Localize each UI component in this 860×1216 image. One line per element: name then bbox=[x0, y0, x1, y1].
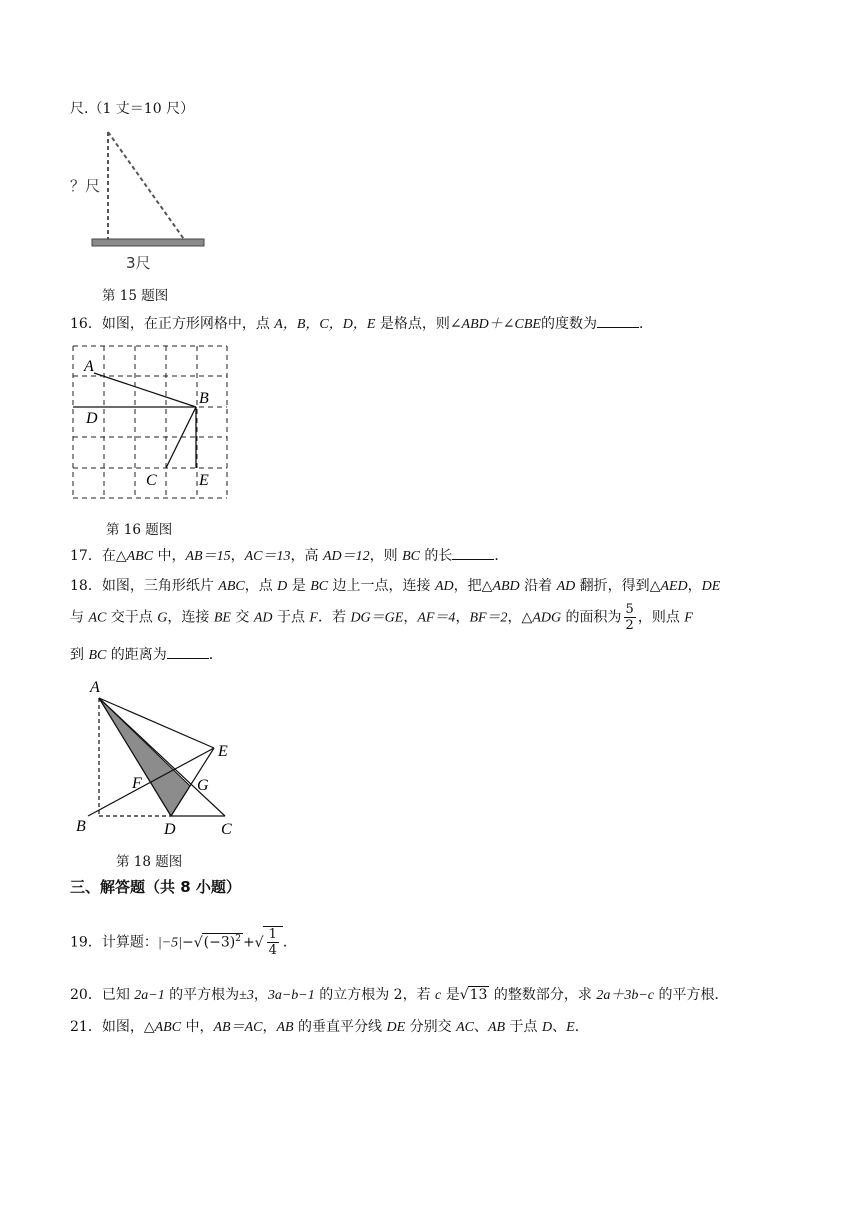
q18-de: DE bbox=[701, 579, 721, 594]
q18-t3: 是 bbox=[287, 578, 311, 594]
q17-answer-blank bbox=[452, 547, 494, 560]
q16-end-mark: ． bbox=[638, 316, 653, 332]
q18-t6: 沿着 bbox=[519, 578, 557, 594]
fig18-label-a: A bbox=[90, 679, 100, 696]
q18-answer-blank bbox=[167, 646, 209, 659]
q17-text: 17．在 bbox=[70, 548, 116, 564]
q19-text: 19．计算题： bbox=[70, 934, 158, 951]
q20-t2: 的平方根为 bbox=[164, 987, 240, 1003]
fig18-label-g: G bbox=[197, 777, 209, 794]
q18-ad: AD bbox=[435, 579, 454, 594]
q18-abc: ABC bbox=[218, 579, 245, 594]
q18-frac-num: 5 bbox=[625, 602, 634, 617]
q18-point-f: F bbox=[684, 610, 693, 626]
fig18-label-e: E bbox=[218, 743, 228, 760]
q18-t7: 翻折，得到 bbox=[575, 578, 650, 594]
q18-t13: 于点 bbox=[272, 609, 310, 626]
q16-expression: ∠ABD＋∠CBE bbox=[449, 317, 541, 332]
figure-16-caption: 第 16 题图 bbox=[106, 522, 173, 538]
fig16-label-e: E bbox=[199, 472, 209, 489]
q20-pm3: ±3 bbox=[239, 988, 254, 1003]
q19-frac-den: 4 bbox=[268, 943, 277, 958]
q21-ab2: AB bbox=[487, 1020, 506, 1035]
q17-end-mark: ． bbox=[494, 548, 509, 564]
q18-dg-ge: DG＝GE bbox=[350, 610, 404, 626]
q21-triangle: △ABC bbox=[143, 1020, 182, 1035]
question-15-tail: 尺.（1 丈＝10 尺） bbox=[70, 101, 195, 117]
q17-ac: AC＝13 bbox=[244, 549, 291, 564]
q21-d: D bbox=[542, 1020, 553, 1035]
q18-t1: 18．如图，三角形纸片 bbox=[70, 578, 219, 594]
q18-bc2: BC bbox=[88, 648, 107, 663]
q20-t4: 的立方根为 2，若 bbox=[314, 987, 436, 1003]
q20-t1: 20．已知 bbox=[70, 987, 135, 1003]
q20-expr1: 2a−1 bbox=[134, 988, 165, 1003]
q18-t18: 的距离为 bbox=[106, 647, 167, 663]
fig18-shaded-adg bbox=[99, 698, 190, 816]
question-21 bbox=[70, 1016, 589, 1036]
figure-18-caption: 第 18 题图 bbox=[116, 854, 183, 870]
q21-t2: 中， bbox=[181, 1019, 214, 1035]
question-18-line2 bbox=[70, 602, 693, 633]
q20-t6: 的整数部分，求 bbox=[489, 987, 597, 1003]
fig18-label-d: D bbox=[164, 821, 176, 838]
q18-t16: ，则点 bbox=[637, 609, 685, 626]
q20-t3: ， bbox=[253, 987, 268, 1003]
figure-16 bbox=[70, 345, 230, 500]
q17-ab: AB＝15 bbox=[185, 549, 231, 564]
fig15-slope bbox=[108, 132, 186, 242]
q18-bc: BC bbox=[310, 579, 329, 594]
question-18-line3 bbox=[70, 644, 223, 664]
q21-ac: AC bbox=[456, 1020, 474, 1035]
q18-d: D bbox=[277, 579, 288, 594]
q17-sep: ， bbox=[230, 548, 245, 564]
q16-text-mid: 是格点，则 bbox=[375, 316, 450, 332]
fig15-height-label: ？尺 bbox=[70, 177, 101, 195]
q19-sqrt-2: √ $\frac{1}{4}$ bbox=[255, 935, 283, 951]
question-17 bbox=[70, 545, 508, 565]
q17-text-3: ，则 bbox=[369, 548, 403, 564]
fig16-label-c: C bbox=[146, 472, 157, 489]
fig16-label-d: D bbox=[86, 410, 98, 427]
question-19 bbox=[70, 926, 297, 958]
q19-abs: |−5| bbox=[157, 935, 182, 951]
q17-bc: BC bbox=[402, 549, 420, 564]
q18-t8: ， bbox=[687, 578, 702, 594]
question-20 bbox=[70, 984, 728, 1004]
q18-t4: 边上一点，连接 bbox=[328, 578, 435, 594]
q18-t12: 交 bbox=[230, 609, 254, 626]
q17-text-2: ，高 bbox=[290, 548, 323, 564]
q19-fraction bbox=[267, 927, 279, 958]
q18-fraction bbox=[624, 602, 636, 633]
q18-sep3: ， bbox=[507, 609, 522, 626]
q18-adg: △ADG bbox=[521, 610, 562, 626]
q20-sqrt: √13 bbox=[459, 987, 488, 1003]
fig15-base-label: 3尺 bbox=[126, 254, 151, 272]
q21-t7: 于点 bbox=[505, 1019, 542, 1035]
q18-ad2: AD bbox=[556, 579, 576, 594]
q21-t3: ， bbox=[262, 1019, 277, 1035]
q16-answer-blank bbox=[597, 315, 639, 328]
q21-t4: 的垂直平分线 bbox=[293, 1019, 387, 1035]
q16-text-end: 的度数为 bbox=[540, 316, 597, 332]
q18-t5: ，把 bbox=[453, 578, 482, 594]
figure-15 bbox=[60, 124, 220, 274]
fig16-label-a: A bbox=[84, 358, 94, 375]
q19-minus: − bbox=[181, 934, 194, 951]
fig16-label-b: B bbox=[199, 390, 209, 407]
q18-sep2: ， bbox=[455, 609, 470, 626]
q16-text: 16．如图，在正方形网格中，点 bbox=[70, 316, 275, 332]
q18-bf: BF＝2 bbox=[469, 610, 508, 626]
q21-e: E bbox=[566, 1020, 575, 1035]
figure-15-caption: 第 15 题图 bbox=[102, 288, 169, 304]
q19-end-mark: ． bbox=[282, 934, 297, 951]
q18-f: F bbox=[309, 610, 318, 626]
q19-sqrt-1: $√(-3)^2$ bbox=[193, 933, 241, 951]
q20-c: c bbox=[435, 988, 442, 1003]
q20-t7: 的平方根． bbox=[654, 987, 729, 1003]
q20-expr3: 2a＋3b−c bbox=[596, 988, 655, 1003]
q18-t11: ，连接 bbox=[167, 609, 214, 626]
q17-triangle: △ABC bbox=[115, 549, 154, 564]
q18-abd: △ABD bbox=[481, 579, 520, 594]
q18-sep1: ， bbox=[403, 609, 418, 626]
q20-expr2: 3a−b−1 bbox=[267, 988, 315, 1003]
q21-t1: 21．如图， bbox=[70, 1019, 144, 1035]
q18-t17: 到 bbox=[70, 647, 89, 663]
q20-root: 13 bbox=[469, 987, 488, 1003]
q19-plus: + bbox=[242, 934, 255, 951]
q18-t10: 交于点 bbox=[106, 609, 158, 626]
q17-text-4: 的长 bbox=[419, 548, 453, 564]
q17-text-1: 中， bbox=[153, 548, 186, 564]
fig18-label-c: C bbox=[221, 821, 232, 838]
q16-points: A，B，C，D，E bbox=[274, 317, 376, 332]
q19-root1: (−3) bbox=[203, 934, 236, 951]
q21-t6: 、 bbox=[473, 1019, 488, 1035]
q18-t2: ，点 bbox=[244, 578, 278, 594]
q18-t15: 的面积为 bbox=[561, 609, 622, 626]
q18-aed: △AED bbox=[649, 579, 688, 594]
q17-ad: AD＝12 bbox=[322, 549, 370, 564]
q21-de: DE bbox=[386, 1020, 406, 1035]
fig18-label-f: F bbox=[132, 775, 142, 792]
q18-t14: ．若 bbox=[317, 609, 351, 626]
q21-t8: 、 bbox=[552, 1019, 567, 1035]
q21-ab: AB bbox=[276, 1020, 294, 1035]
figure-18 bbox=[72, 676, 247, 841]
q18-t9: 与 bbox=[70, 609, 89, 626]
section-heading: 三、解答题（共 8 小题） bbox=[70, 878, 241, 896]
q18-ad3: AD bbox=[253, 610, 273, 626]
q19-square: 2 bbox=[235, 933, 241, 944]
q18-ac: AC bbox=[88, 610, 107, 626]
q18-g: G bbox=[157, 610, 168, 626]
fig15-ground bbox=[92, 239, 204, 246]
question-16 bbox=[70, 313, 653, 333]
q18-end-mark: ． bbox=[208, 647, 223, 663]
q18-af: AF＝4 bbox=[417, 610, 456, 626]
q21-t9: ． bbox=[574, 1019, 589, 1035]
q18-be: BE bbox=[213, 610, 231, 626]
q20-t5: 是 bbox=[441, 987, 460, 1003]
q21-t5: 分别交 bbox=[405, 1019, 457, 1035]
q18-frac-den: 2 bbox=[625, 618, 634, 633]
q21-ab-eq-ac: AB＝AC bbox=[213, 1020, 263, 1035]
fig18-label-b: B bbox=[76, 818, 86, 835]
question-18-line1 bbox=[70, 575, 720, 595]
q19-frac-num: 1 bbox=[268, 927, 277, 942]
